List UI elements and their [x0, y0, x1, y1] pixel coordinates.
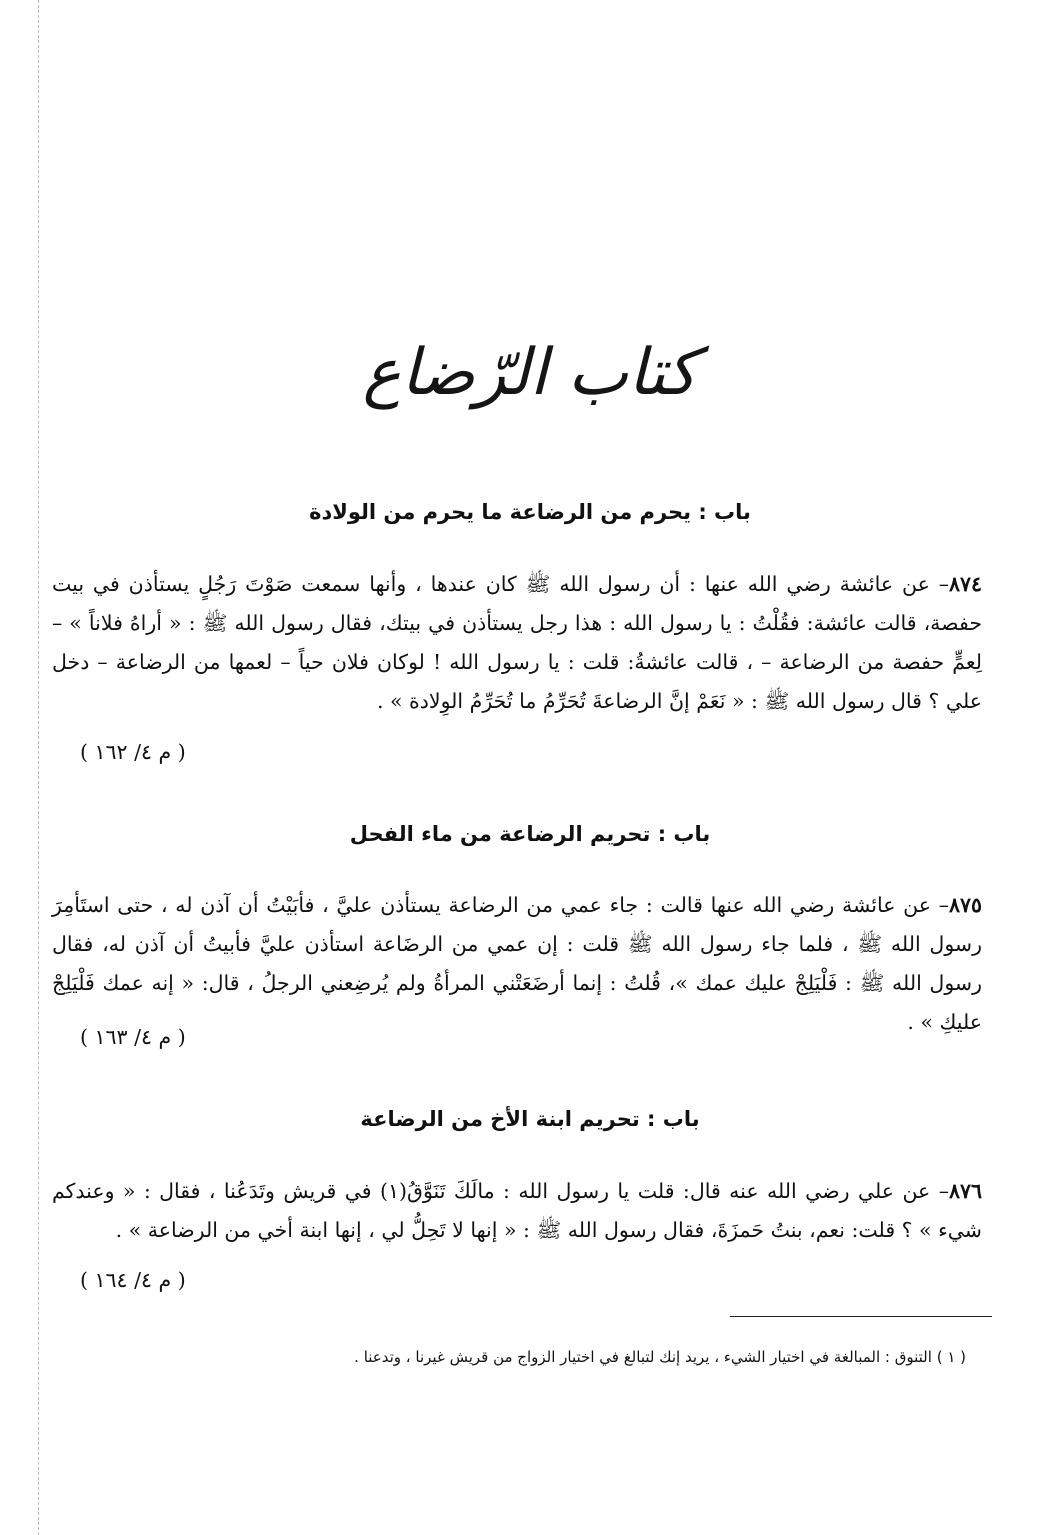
- hadith-text: – عن علي رضي الله عنه قال: قلت يا رسول الله : مالَكَ تَنَوَّقُ(١) في قريش وتَدَعُنا ، فقال : « وعندكم شيء » ؟ قلت: نعم، بنتُ حَمزَةَ، فقال رسول الله ﷺ : « إنها لا تَحِلُّ لي ، إنها ابنة أخي من الرضاعة » .: [52, 1179, 982, 1242]
- hadith-number: ٨٧٥: [948, 893, 982, 917]
- footnote: ( ١ ) التنوق : المبالغة في اختيار الشيء ، يريد إنك لتبالغ في اختيار الزواج من قريش غيرنا ، وتدعنا .: [354, 1348, 966, 1366]
- chapter-heading-1: باب : يحرم من الرضاعة ما يحرم من الولادة: [309, 500, 751, 524]
- chapter-heading-3: باب : تحريم ابنة الأخ من الرضاعة: [360, 1107, 700, 1131]
- hadith-number: ٨٧٤: [948, 572, 982, 596]
- hadith-874: [52, 565, 982, 721]
- hadith-875: [52, 886, 982, 1042]
- hadith-876: [52, 1172, 982, 1250]
- hadith-reference-874: ( م ٤/ ١٦٢ ): [80, 740, 186, 764]
- hadith-reference-876: ( م ٤/ ١٦٤ ): [80, 1268, 186, 1292]
- hadith-text: – عن عائشة رضي الله عنها قالت : جاء عمي من الرضاعة يستأذن عليَّ ، فأبَيْتُ أن آذن له ، حتى استَأمِرَ رسول الله ﷺ ، فلما جاء رسول الله ﷺ قلت : إن عمي من الرضَاعة استأذن عليَّ فأبيتُ أن آذن له، فقال رسول الله ﷺ : فَلْيَلِجْ عليك عمك »، قُلتُ : إنما أرضَعَتْني المرأةُ ولم يُرضِعني الرجلُ ، قال: « إنه عمك فَلْيَلِجْ عليكِ » .: [52, 893, 982, 1034]
- hadith-reference-875: ( م ٤/ ١٦٣ ): [80, 1025, 186, 1049]
- hadith-number: ٨٧٦: [948, 1179, 983, 1203]
- chapter-heading-2: باب : تحريم الرضاعة من ماء الفحل: [349, 822, 711, 846]
- footnote-divider: [730, 1316, 992, 1317]
- hadith-text: – عن عائشة رضي الله عنها : أن رسول الله ﷺ كان عندها ، وأنها سمعت صَوْتَ رَجُلٍ يستأذن في بيت حفصة، قالت عائشة: فقُلْتُ : يا رسول الله : هذا رجل يستأذن في بيتك، فقال رسول الله ﷺ : « أراهُ فلاناً » – لِعمٍّ حفصة من الرضاعة – ، قالت عائشةُ: قلت : يا رسول الله ! لوكان فلان حياً – لعمها من الرضاعة – دخل علي ؟ قال رسول الله ﷺ : « نَعَمْ إنَّ الرضاعةَ تُحَرِّمُ ما تُحَرِّمُ الوِلادة » .: [52, 572, 982, 713]
- book-title: كتاب الرّضاع: [362, 336, 698, 410]
- binding-guide-line: [38, 0, 39, 1535]
